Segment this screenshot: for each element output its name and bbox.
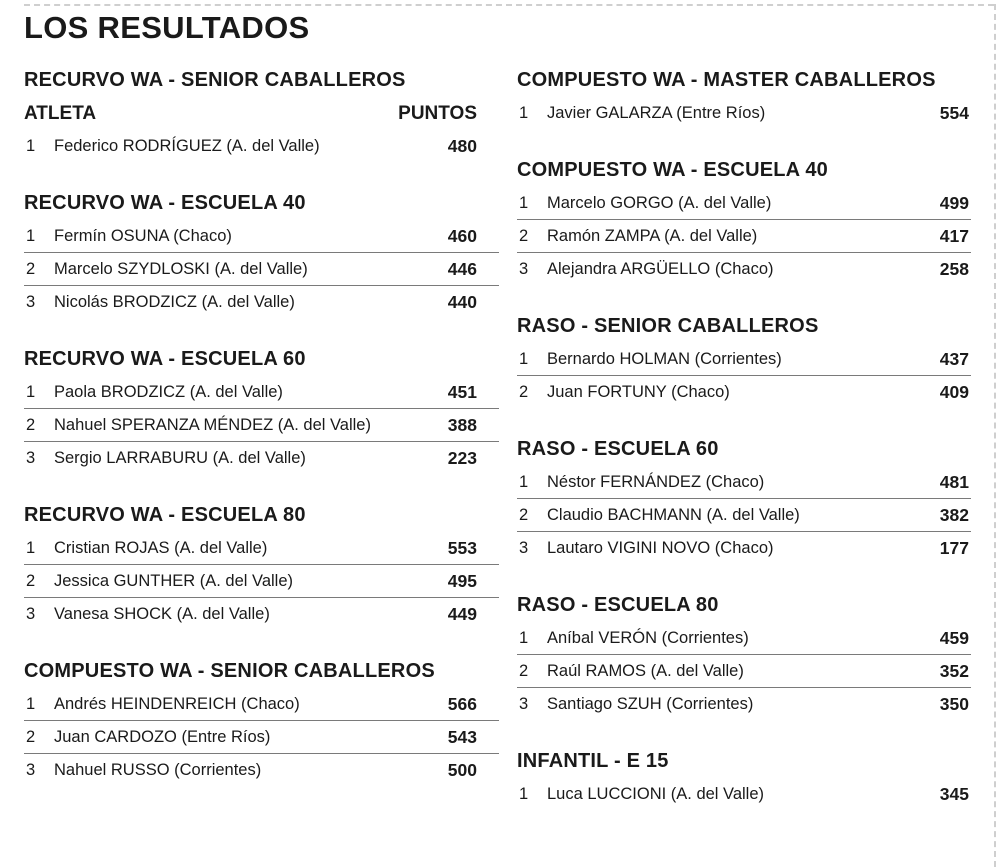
rank: 2 <box>519 383 529 401</box>
right-dashed-rule <box>994 4 996 867</box>
points: 446 <box>447 259 477 279</box>
points: 553 <box>447 538 477 558</box>
result-row <box>517 688 971 720</box>
athlete-name: Claudio BACHMANN (A. del Valle) <box>547 506 800 524</box>
result-row <box>24 409 499 442</box>
points: 388 <box>447 415 477 435</box>
result-row <box>517 376 971 408</box>
athlete-name: Luca LUCCIONI (A. del Valle) <box>547 785 765 803</box>
result-row <box>24 688 499 721</box>
result-row <box>517 532 971 564</box>
section-heading: COMPUESTO WA - SENIOR CABALLEROS <box>24 660 435 682</box>
rank: 1 <box>519 104 529 122</box>
points: 223 <box>447 448 477 468</box>
results-section <box>517 310 971 408</box>
results-section <box>24 499 499 630</box>
rank: 1 <box>519 785 529 803</box>
points-column-header: PUNTOS <box>398 103 477 124</box>
results-right-column <box>517 64 971 835</box>
athlete-name: Federico RODRÍGUEZ (A. del Valle) <box>54 137 320 155</box>
result-row <box>24 565 499 598</box>
result-row <box>24 532 499 565</box>
section-heading: RASO - SENIOR CABALLEROS <box>517 315 819 337</box>
page-title: LOS RESULTADOS <box>24 10 310 45</box>
results-left-column <box>24 64 499 811</box>
athlete-name: Nahuel RUSSO (Corrientes) <box>54 761 262 779</box>
athlete-name: Juan CARDOZO (Entre Ríos) <box>54 728 271 746</box>
result-row <box>24 598 499 630</box>
top-dashed-rule <box>24 4 994 6</box>
athlete-name: Sergio LARRABURU (A. del Valle) <box>54 449 306 467</box>
points: 350 <box>939 694 969 714</box>
points: 499 <box>939 193 969 213</box>
points: 437 <box>939 349 969 369</box>
result-row <box>24 721 499 754</box>
results-section <box>517 589 971 720</box>
results-section <box>517 433 971 564</box>
result-row <box>24 286 499 318</box>
athlete-name: Fermín OSUNA (Chaco) <box>54 227 232 245</box>
points: 481 <box>939 472 969 492</box>
section-heading: RECURVO WA - SENIOR CABALLEROS <box>24 69 406 91</box>
section-heading: RASO - ESCUELA 80 <box>517 594 719 616</box>
results-section <box>24 343 499 474</box>
rank: 1 <box>26 695 36 713</box>
section-heading: INFANTIL - E 15 <box>517 750 669 772</box>
athlete-name: Ramón ZAMPA (A. del Valle) <box>547 227 758 245</box>
results-section <box>24 187 499 318</box>
athlete-name: Lautaro VIGINI NOVO (Chaco) <box>547 539 774 557</box>
results-section <box>24 655 499 786</box>
points: 480 <box>447 136 477 156</box>
column-headers <box>24 97 499 130</box>
rank: 2 <box>26 260 36 278</box>
result-row <box>24 754 499 786</box>
result-row <box>24 442 499 474</box>
rank: 1 <box>26 383 36 401</box>
rank: 2 <box>26 728 36 746</box>
points: 440 <box>447 292 477 312</box>
athlete-name: Santiago SZUH (Corrientes) <box>547 695 754 713</box>
result-row <box>517 220 971 253</box>
athlete-column-header: ATLETA <box>24 103 97 124</box>
results-section <box>517 745 971 810</box>
athlete-name: Raúl RAMOS (A. del Valle) <box>547 662 744 680</box>
athlete-name: Néstor FERNÁNDEZ (Chaco) <box>547 473 765 491</box>
athlete-name: Bernardo HOLMAN (Corrientes) <box>547 350 782 368</box>
result-row <box>517 343 971 376</box>
result-row <box>24 376 499 409</box>
points: 177 <box>939 538 969 558</box>
athlete-name: Marcelo GORGO (A. del Valle) <box>547 194 772 212</box>
athlete-name: Nahuel SPERANZA MÉNDEZ (A. del Valle) <box>54 416 371 434</box>
results-section <box>24 64 499 162</box>
rank: 2 <box>26 416 36 434</box>
rank: 2 <box>519 227 529 245</box>
points: 417 <box>939 226 969 246</box>
athlete-name: Alejandra ARGÜELLO (Chaco) <box>547 260 774 278</box>
result-row <box>24 253 499 286</box>
athlete-name: Aníbal VERÓN (Corrientes) <box>547 629 749 647</box>
points: 459 <box>939 628 969 648</box>
result-row <box>517 622 971 655</box>
section-heading: COMPUESTO WA - MASTER CABALLEROS <box>517 69 936 91</box>
results-section <box>517 64 971 129</box>
result-row <box>517 499 971 532</box>
section-heading: RECURVO WA - ESCUELA 80 <box>24 504 306 526</box>
section-heading: RECURVO WA - ESCUELA 60 <box>24 348 306 370</box>
result-row <box>24 220 499 253</box>
points: 554 <box>939 103 969 123</box>
rank: 3 <box>519 260 529 278</box>
rank: 1 <box>26 539 36 557</box>
athlete-name: Andrés HEINDENREICH (Chaco) <box>54 695 300 713</box>
section-heading: RASO - ESCUELA 60 <box>517 438 719 460</box>
athlete-name: Marcelo SZYDLOSKI (A. del Valle) <box>54 260 308 278</box>
athlete-name: Jessica GUNTHER (A. del Valle) <box>54 572 294 590</box>
rank: 1 <box>26 137 36 155</box>
result-row <box>517 187 971 220</box>
result-row <box>517 253 971 285</box>
section-heading: RECURVO WA - ESCUELA 40 <box>24 192 306 214</box>
points: 495 <box>447 571 477 591</box>
rank: 1 <box>519 473 529 491</box>
result-row <box>517 778 971 810</box>
athlete-name: Nicolás BRODZICZ (A. del Valle) <box>54 293 295 311</box>
rank: 3 <box>26 605 36 623</box>
rank: 1 <box>26 227 36 245</box>
rank: 3 <box>26 449 36 467</box>
rank: 1 <box>519 194 529 212</box>
points: 500 <box>447 760 477 780</box>
rank: 2 <box>519 506 529 524</box>
section-heading: COMPUESTO WA - ESCUELA 40 <box>517 159 828 181</box>
rank: 2 <box>26 572 36 590</box>
result-row <box>517 655 971 688</box>
results-section <box>517 154 971 285</box>
points: 258 <box>939 259 969 279</box>
points: 451 <box>447 382 477 402</box>
athlete-name: Cristian ROJAS (A. del Valle) <box>54 539 268 557</box>
points: 543 <box>447 727 477 747</box>
result-row <box>24 130 499 162</box>
rank: 1 <box>519 350 529 368</box>
rank: 3 <box>519 695 529 713</box>
athlete-name: Javier GALARZA (Entre Ríos) <box>547 104 766 122</box>
rank: 1 <box>519 629 529 647</box>
points: 352 <box>939 661 969 681</box>
rank: 3 <box>519 539 529 557</box>
points: 382 <box>939 505 969 525</box>
athlete-name: Vanesa SHOCK (A. del Valle) <box>54 605 270 623</box>
points: 345 <box>939 784 969 804</box>
result-row <box>517 466 971 499</box>
points: 449 <box>447 604 477 624</box>
rank: 3 <box>26 761 36 779</box>
points: 409 <box>939 382 969 402</box>
rank: 3 <box>26 293 36 311</box>
athlete-name: Paola BRODZICZ (A. del Valle) <box>54 383 283 401</box>
points: 460 <box>447 226 477 246</box>
result-row <box>517 97 971 129</box>
rank: 2 <box>519 662 529 680</box>
athlete-name: Juan FORTUNY (Chaco) <box>547 383 730 401</box>
points: 566 <box>447 694 477 714</box>
